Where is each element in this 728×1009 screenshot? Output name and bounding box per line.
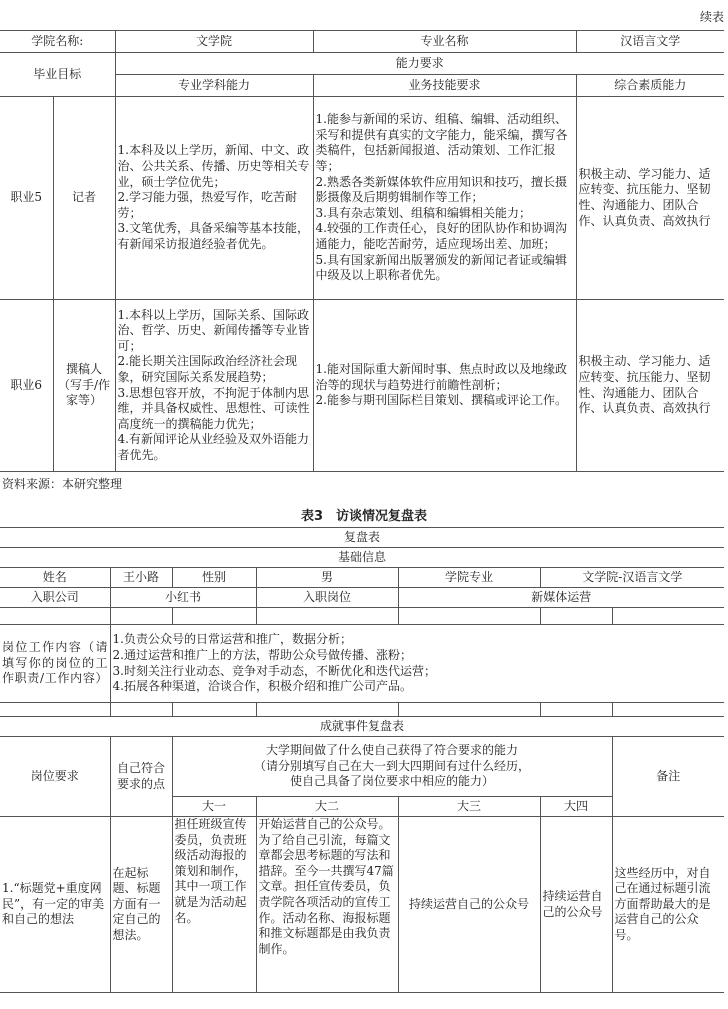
major-label: 学院专业	[398, 568, 540, 588]
career-requirements-table	[0, 30, 724, 472]
major-value: 文学院-汉语言文学	[540, 568, 724, 588]
job-id: 职业6	[0, 300, 53, 472]
major-value: 汉语言文学	[576, 31, 724, 53]
event-year-1: 担任班级宣传委员，负责班级活动海报的策划和制作，其中一项工作就是为活动起名。	[172, 817, 256, 993]
college-question-header	[172, 737, 612, 797]
list-item: 2.熟悉各类新媒体软件应用知识和技巧，擅长摄影摄像及后期剪辑制作等工作；	[315, 174, 567, 205]
professional-ability-header: 专业学科能力	[115, 75, 313, 97]
achievement-header: 成就事件复盘表	[0, 717, 724, 737]
event-year-3: 持续运营自己的公众号	[398, 817, 540, 993]
graduation-goal-label: 毕业目标	[0, 53, 115, 97]
event-year-2: 开始运营自己的公众号。为了给自己引流，每篇文章都会思考标题的写法和措辞。至今一共撰写47篇文章。担任宣传委员，负责学院各项活动的宣传工作。活动名称、海报标题和推文标题都是由我负责制作。	[256, 817, 398, 993]
event-note: 这些经历中，对自己在通过标题引流方面帮助最大的是运营自己的公众号。	[612, 817, 724, 993]
company-label: 入职公司	[0, 588, 110, 608]
name-value: 王小路	[110, 568, 172, 588]
requirement-header: 岗位要求	[0, 737, 110, 817]
list-item: 1.负责公众号的日常运营和推广，数据分析；	[112, 632, 352, 647]
list-item: 1.能参与新闻的采访、组稿、编辑、活动组织、采写和提供有真实的文字能力，能采编，撰写各类稿件，包括新闻报道、活动策划、工作汇报等；	[315, 112, 568, 174]
source-note: 资料来源：本研究整理	[2, 477, 123, 491]
gender-label: 性别	[172, 568, 256, 588]
event-year-4: 持续运营自己的公众号	[540, 817, 612, 993]
job-id: 职业5	[0, 97, 53, 300]
table-row	[0, 817, 724, 993]
interview-review-table	[0, 527, 724, 993]
year-1-header: 大一	[172, 797, 256, 817]
table-caption: 表3 访谈情况复盘表	[300, 509, 428, 524]
list-item: 4.较强的工作责任心，良好的团队协作和协调沟通能力，能吃苦耐劳，适应现场出差、加班；	[315, 221, 567, 251]
professional-ability-cell	[115, 97, 313, 300]
position-value: 新媒体运营	[398, 588, 724, 608]
business-skill-cell	[313, 300, 576, 472]
quality-ability-cell: 积极主动、学习能力、适应转变、抗压能力、坚韧性、沟通能力、团队合作、认真负责、高效执行	[576, 300, 724, 472]
quality-ability-header: 综合素质能力	[576, 75, 724, 97]
list-item: 4.拓展各种渠道，洽谈合作，积极介绍和推广公司产品。	[112, 679, 412, 694]
year-2-header: 大二	[256, 797, 398, 817]
college-value: 文学院	[115, 31, 313, 53]
list-item: 2.能参与期刊国际栏目策划、撰稿或评论工作。	[315, 393, 567, 408]
list-item: 2.能长期关注国际政治经济社会现象，研究国际关系发展趋势；	[117, 354, 297, 384]
event-match: 在起标题、标题方面有一定自己的想法。	[110, 817, 172, 993]
business-skill-cell	[313, 97, 576, 300]
header-line: （请分别填写自己在大一到大四期间有过什么经历，	[253, 758, 530, 773]
business-skill-header: 业务技能要求	[313, 75, 576, 97]
review-table-title: 复盘表	[0, 528, 724, 548]
list-item: 3.具有杂志策划、组稿和编辑相关能力；	[315, 205, 531, 220]
year-3-header: 大三	[398, 797, 540, 817]
duty-label: 岗位工作内容（请填写你的岗位的工作职责/工作内容）	[0, 625, 110, 703]
list-item: 2.学习能力强，热爱写作，吃苦耐劳；	[117, 190, 297, 220]
list-item: 3.思想包容开放，不拘泥于体制内思维，并具备权威性、思想性、可读性高度统一的撰稿能力优先；	[117, 385, 310, 431]
event-requirement: 1.“标题党+重度网民”，有一定的审美和自己的想法	[0, 817, 110, 993]
note-header: 备注	[612, 737, 724, 817]
header-line: 使自己具备了岗位要求中相应的能力）	[289, 774, 494, 789]
duty-content	[110, 625, 724, 703]
list-item: 3.文笔优秀，具备采编等基本技能，有新闻采访报道经验者优先。	[117, 221, 309, 251]
position-label: 入职岗位	[256, 588, 398, 608]
table-row	[0, 97, 724, 300]
list-item: 1.本科及以上学历，新闻、中文、政治、公共关系、传播、历史等相关专业，硕士学位优先；	[117, 143, 310, 189]
continued-label: 续表	[699, 10, 724, 24]
match-header: 自己符合要求的点	[110, 737, 172, 817]
list-item: 2.通过运营和推广上的方法，帮助公众号做传播、涨粉；	[112, 647, 412, 662]
list-item: 4.有新闻评论从业经验及双外语能力者优先。	[117, 432, 309, 462]
list-item: 1.能对国际重大新闻时事、焦点时政以及地缘政治等的现状与趋势进行前瞻性剖析；	[315, 362, 567, 392]
ability-requirements-label: 能力要求	[115, 53, 724, 75]
job-title: 撰稿人（写手/作家等）	[53, 300, 115, 472]
basic-info-header: 基础信息	[0, 548, 724, 568]
year-4-header: 大四	[540, 797, 612, 817]
major-label: 专业名称	[313, 31, 576, 53]
college-label: 学院名称:	[0, 31, 115, 53]
list-item: 3.时刻关注行业动态、竞争对手动态，不断优化和迭代运营；	[112, 663, 436, 678]
quality-ability-cell: 积极主动、学习能力、适应转变、抗压能力、坚韧性、沟通能力、团队合作、认真负责、高效执行	[576, 97, 724, 300]
header-line: 大学期间做了什么使自己获得了符合要求的能力	[265, 743, 518, 758]
company-value: 小红书	[110, 588, 256, 608]
gender-value: 男	[256, 568, 398, 588]
name-label: 姓名	[0, 568, 110, 588]
job-title: 记者	[53, 97, 115, 300]
table-row	[0, 300, 724, 472]
professional-ability-cell	[115, 300, 313, 472]
list-item: 1.本科以上学历，国际关系、国际政治、哲学、历史、新闻传播等专业皆可；	[117, 307, 310, 353]
list-item: 5.具有国家新闻出版署颁发的新闻记者证或编辑中级及以上职称者优先。	[315, 252, 567, 283]
